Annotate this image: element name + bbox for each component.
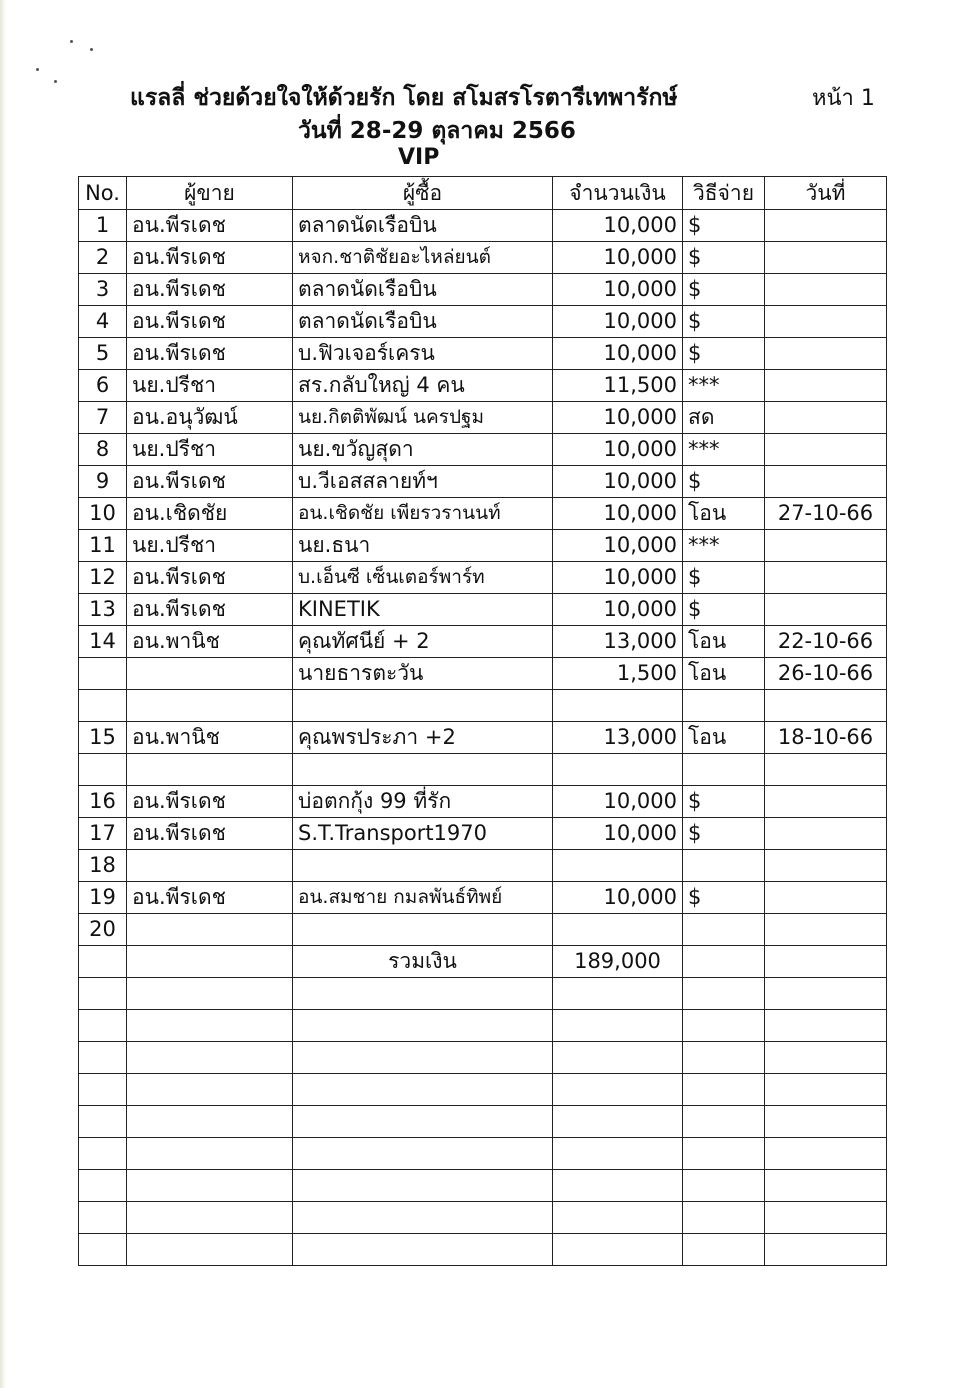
cell-no: 13: [79, 594, 127, 626]
scan-speck: [36, 68, 39, 71]
table-row: [79, 818, 887, 850]
cell-amount: [553, 850, 683, 882]
cell-buyer: [293, 850, 553, 882]
blank-row: [79, 1010, 887, 1042]
blank-cell: [127, 1170, 293, 1202]
total-label: รวมเงิน: [293, 946, 553, 978]
blank-cell: [683, 1106, 765, 1138]
table-row: [79, 402, 887, 434]
cell-seller: [127, 658, 293, 690]
column-header-amount: จำนวนเงิน: [553, 177, 683, 210]
cell-payment-method: โอน: [683, 498, 765, 530]
table-row: [79, 274, 887, 306]
blank-cell: [127, 1234, 293, 1266]
cell-no: 3: [79, 274, 127, 306]
blank-cell: [765, 1010, 887, 1042]
table-row: [79, 434, 887, 466]
cell-buyer: นายธารตะวัน: [293, 658, 553, 690]
table-row: [79, 338, 887, 370]
blank-cell: [683, 1138, 765, 1170]
cell-seller: อน.อนุวัฒน์: [127, 402, 293, 434]
cell-buyer: อน.เชิดชัย เพียรวรานนท์: [293, 498, 553, 530]
blank-cell: [79, 978, 127, 1010]
page-number: หน้า 1: [812, 86, 875, 111]
scan-speck: [70, 40, 73, 43]
cell-seller: อน.พีรเดช: [127, 594, 293, 626]
cell-no: 10: [79, 498, 127, 530]
cell-payment-method: $: [683, 306, 765, 338]
cell-no: [79, 690, 127, 722]
cell-date: [765, 530, 887, 562]
blank-cell: [127, 978, 293, 1010]
cell-date: [765, 466, 887, 498]
cell-payment-method: $: [683, 466, 765, 498]
table-row: [79, 466, 887, 498]
cell-buyer: นย.กิตติพัฒน์ นครปฐม: [293, 402, 553, 434]
cell-buyer: ตลาดนัดเรือบิน: [293, 210, 553, 242]
blank-cell: [127, 1074, 293, 1106]
cell-amount: [553, 690, 683, 722]
cell-buyer: ตลาดนัดเรือบิน: [293, 274, 553, 306]
cell-date: [765, 210, 887, 242]
cell-seller: อน.พีรเดช: [127, 882, 293, 914]
cell-buyer: บ.ฟิวเจอร์เครน: [293, 338, 553, 370]
cell-buyer: [293, 754, 553, 786]
blank-cell: [553, 1042, 683, 1074]
blank-cell: [293, 1170, 553, 1202]
blank-cell: [293, 1106, 553, 1138]
blank-row: [79, 1170, 887, 1202]
cell-seller: อน.พีรเดช: [127, 210, 293, 242]
cell-seller: อน.พีรเดช: [127, 466, 293, 498]
cell-date: 18-10-66: [765, 722, 887, 754]
cell-amount: [553, 914, 683, 946]
table-row: [79, 626, 887, 658]
blank-cell: [79, 1170, 127, 1202]
cell-seller: นย.ปรีชา: [127, 434, 293, 466]
column-header-no: No.: [79, 177, 127, 210]
cell-date: [765, 274, 887, 306]
blank-cell: [765, 1202, 887, 1234]
cell-amount: 10,000: [553, 594, 683, 626]
blank-row: [79, 1234, 887, 1266]
blank-cell: [79, 1106, 127, 1138]
blank-cell: [79, 1138, 127, 1170]
blank-cell: [683, 978, 765, 1010]
cell-payment-method: $: [683, 818, 765, 850]
cell-no: 17: [79, 818, 127, 850]
table-row: [79, 722, 887, 754]
cell-buyer: คุณพรประภา +2: [293, 722, 553, 754]
blank-cell: [683, 1074, 765, 1106]
cell-date: [765, 786, 887, 818]
cell-date: [765, 818, 887, 850]
cell-no: 15: [79, 722, 127, 754]
blank-cell: [553, 1106, 683, 1138]
scan-speck: [54, 80, 57, 83]
blank-cell: [765, 1138, 887, 1170]
blank-cell: [765, 1042, 887, 1074]
cell-no: 4: [79, 306, 127, 338]
cell-payment-method: ***: [683, 434, 765, 466]
cell-date: [765, 946, 887, 978]
blank-cell: [79, 1234, 127, 1266]
blank-row: [79, 1042, 887, 1074]
blank-cell: [293, 1074, 553, 1106]
cell-no: 19: [79, 882, 127, 914]
total-amount: 189,000: [553, 946, 683, 978]
blank-cell: [683, 1010, 765, 1042]
blank-cell: [293, 978, 553, 1010]
table-row: [79, 786, 887, 818]
cell-amount: 10,000: [553, 882, 683, 914]
table-row: [79, 562, 887, 594]
cell-date: [765, 338, 887, 370]
cell-seller: อน.พานิช: [127, 722, 293, 754]
cell-no: 11: [79, 530, 127, 562]
blank-cell: [765, 978, 887, 1010]
cell-amount: 11,500: [553, 370, 683, 402]
blank-cell: [293, 1234, 553, 1266]
blank-row: [79, 1138, 887, 1170]
cell-amount: 10,000: [553, 562, 683, 594]
cell-amount: 10,000: [553, 818, 683, 850]
cell-seller: อน.พีรเดช: [127, 242, 293, 274]
column-header-payment-method: วิธีจ่าย: [683, 177, 765, 210]
cell-no: 14: [79, 626, 127, 658]
cell-date: 27-10-66: [765, 498, 887, 530]
cell-buyer: นย.ธนา: [293, 530, 553, 562]
cell-no: 6: [79, 370, 127, 402]
blank-cell: [293, 1138, 553, 1170]
cell-payment-method: $: [683, 338, 765, 370]
cell-buyer: บ.วีเอสสลายท์ฯ: [293, 466, 553, 498]
cell-date: 26-10-66: [765, 658, 887, 690]
table-row: [79, 882, 887, 914]
blank-cell: [79, 1010, 127, 1042]
cell-seller: นย.ปรีชา: [127, 370, 293, 402]
cell-seller: [127, 914, 293, 946]
blank-cell: [293, 1042, 553, 1074]
cell-buyer: [293, 914, 553, 946]
blank-cell: [683, 1042, 765, 1074]
cell-date: [765, 306, 887, 338]
cell-amount: 1,500: [553, 658, 683, 690]
blank-cell: [553, 978, 683, 1010]
cell-seller: อน.พานิช: [127, 626, 293, 658]
cell-no: 20: [79, 914, 127, 946]
blank-cell: [683, 1202, 765, 1234]
blank-cell: [293, 1010, 553, 1042]
cell-no: 5: [79, 338, 127, 370]
cell-payment-method: [683, 754, 765, 786]
blank-cell: [79, 1042, 127, 1074]
cell-buyer: บ่อตกกุ้ง 99 ที่รัก: [293, 786, 553, 818]
cell-date: [765, 434, 887, 466]
cell-date: [765, 690, 887, 722]
cell-buyer: หจก.ชาติชัยอะไหล่ยนต์: [293, 242, 553, 274]
cell-payment-method: ***: [683, 370, 765, 402]
column-header-buyer: ผู้ซื้อ: [293, 177, 553, 210]
cell-amount: 13,000: [553, 722, 683, 754]
blank-cell: [127, 1138, 293, 1170]
cell-date: [765, 370, 887, 402]
cell-seller: [127, 850, 293, 882]
blank-cell: [553, 1202, 683, 1234]
blank-row: [79, 1074, 887, 1106]
cell-seller: อน.พีรเดช: [127, 786, 293, 818]
cell-payment-method: [683, 850, 765, 882]
cell-date: 22-10-66: [765, 626, 887, 658]
blank-cell: [127, 1106, 293, 1138]
blank-cell: [683, 1170, 765, 1202]
blank-cell: [553, 1010, 683, 1042]
cell-no: 8: [79, 434, 127, 466]
cell-amount: 10,000: [553, 274, 683, 306]
cell-buyer: คุณทัศนีย์ + 2: [293, 626, 553, 658]
cell-seller: อน.พีรเดช: [127, 338, 293, 370]
cell-no: 7: [79, 402, 127, 434]
cell-no: [79, 754, 127, 786]
blank-row: [79, 978, 887, 1010]
cell-no: 1: [79, 210, 127, 242]
cell-payment-method: $: [683, 786, 765, 818]
cell-payment-method: โอน: [683, 722, 765, 754]
scan-speck: [90, 48, 93, 51]
cell-payment-method: โอน: [683, 658, 765, 690]
event-date: วันที่ 28-29 ตุลาคม 2566: [298, 118, 576, 144]
table-row: [79, 690, 887, 722]
table-row: [79, 850, 887, 882]
table-row: [79, 754, 887, 786]
cell-date: [765, 594, 887, 626]
blank-cell: [765, 1170, 887, 1202]
cell-date: [765, 402, 887, 434]
cell-amount: 10,000: [553, 786, 683, 818]
blank-cell: [553, 1170, 683, 1202]
cell-buyer: บ.เอ็นซี เซ็นเตอร์พาร์ท: [293, 562, 553, 594]
cell-amount: 10,000: [553, 306, 683, 338]
cell-payment-method: $: [683, 594, 765, 626]
table-row: [79, 914, 887, 946]
blank-cell: [683, 1234, 765, 1266]
blank-cell: [765, 1234, 887, 1266]
blank-cell: [127, 1202, 293, 1234]
cell-seller: อน.เชิดชัย: [127, 498, 293, 530]
blank-cell: [79, 1202, 127, 1234]
cell-buyer: นย.ขวัญสุดา: [293, 434, 553, 466]
cell-seller: อน.พีรเดช: [127, 274, 293, 306]
cell-seller: [127, 754, 293, 786]
column-header-date: วันที่: [765, 177, 887, 210]
cell-amount: 10,000: [553, 466, 683, 498]
blank-row: [79, 1202, 887, 1234]
cell-seller: [127, 946, 293, 978]
cell-date: [765, 882, 887, 914]
page-edge: [0, 0, 6, 1388]
cell-buyer: [293, 690, 553, 722]
blank-cell: [765, 1074, 887, 1106]
blank-cell: [127, 1010, 293, 1042]
cell-seller: [127, 690, 293, 722]
cell-buyer: ตลาดนัดเรือบิน: [293, 306, 553, 338]
cell-seller: อน.พีรเดช: [127, 562, 293, 594]
cell-amount: 10,000: [553, 338, 683, 370]
cell-payment-method: ***: [683, 530, 765, 562]
cell-payment-method: โอน: [683, 626, 765, 658]
cell-payment-method: $: [683, 274, 765, 306]
cell-date: [765, 242, 887, 274]
table-row: [79, 498, 887, 530]
cell-no: [79, 658, 127, 690]
cell-seller: อน.พีรเดช: [127, 306, 293, 338]
cell-amount: 10,000: [553, 434, 683, 466]
cell-amount: 10,000: [553, 242, 683, 274]
document-title: แรลลี่ ช่วยด้วยใจให้ด้วยรัก โดย สโมสรโรตารีเทพารักษ์: [130, 85, 678, 111]
cell-amount: 10,000: [553, 210, 683, 242]
cell-no: 12: [79, 562, 127, 594]
cell-seller: นย.ปรีชา: [127, 530, 293, 562]
cell-no: [79, 946, 127, 978]
cell-date: [765, 562, 887, 594]
cell-buyer: สร.กลับใหญ่ 4 คน: [293, 370, 553, 402]
cell-date: [765, 914, 887, 946]
table-row: [79, 370, 887, 402]
table-row: [79, 242, 887, 274]
cell-amount: 10,000: [553, 402, 683, 434]
blank-cell: [553, 1074, 683, 1106]
cell-date: [765, 850, 887, 882]
cell-payment-method: [683, 690, 765, 722]
blank-cell: [765, 1106, 887, 1138]
blank-cell: [127, 1042, 293, 1074]
ticket-category: VIP: [398, 145, 440, 170]
cell-buyer: KINETIK: [293, 594, 553, 626]
cell-amount: [553, 754, 683, 786]
cell-payment-method: [683, 914, 765, 946]
blank-cell: [293, 1202, 553, 1234]
table-row: [79, 306, 887, 338]
table-row: [79, 594, 887, 626]
cell-payment-method: [683, 946, 765, 978]
cell-payment-method: $: [683, 882, 765, 914]
cell-amount: 13,000: [553, 626, 683, 658]
cell-payment-method: $: [683, 210, 765, 242]
cell-payment-method: $: [683, 242, 765, 274]
cell-no: 2: [79, 242, 127, 274]
total-row: [79, 946, 887, 978]
cell-date: [765, 754, 887, 786]
column-header-seller: ผู้ขาย: [127, 177, 293, 210]
table-row: [79, 210, 887, 242]
sales-table: [78, 176, 887, 1266]
blank-cell: [553, 1234, 683, 1266]
cell-no: 9: [79, 466, 127, 498]
cell-no: 16: [79, 786, 127, 818]
cell-no: 18: [79, 850, 127, 882]
cell-seller: อน.พีรเดช: [127, 818, 293, 850]
blank-row: [79, 1106, 887, 1138]
table-row: [79, 658, 887, 690]
cell-buyer: อน.สมชาย กมลพันธ์ทิพย์: [293, 882, 553, 914]
table-header-row: [79, 177, 887, 210]
table-row: [79, 530, 887, 562]
cell-buyer: S.T.Transport1970: [293, 818, 553, 850]
cell-amount: 10,000: [553, 498, 683, 530]
cell-payment-method: $: [683, 562, 765, 594]
cell-amount: 10,000: [553, 530, 683, 562]
blank-cell: [79, 1074, 127, 1106]
cell-payment-method: สด: [683, 402, 765, 434]
blank-cell: [553, 1138, 683, 1170]
